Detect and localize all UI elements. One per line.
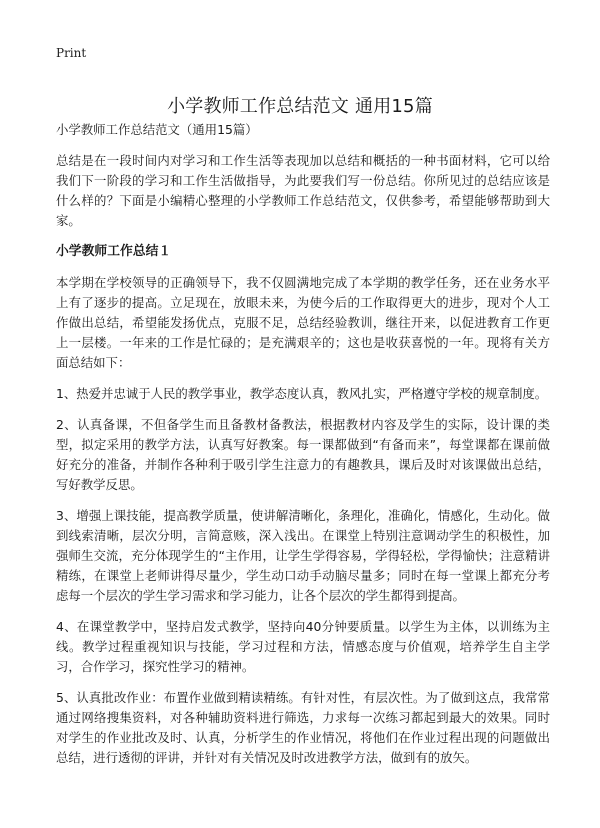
list-item: 5、认真批改作业：布置作业做到精读精练。有针对性，有层次性。为了做到这点，我常常通过网络搜集资料，对各种辅助资料进行筛选，力求每一次练习都起到最大的效果。同时对学生的作业批改及时、认真，分析学生的作业情况，将他们在作业过程出现的问题做出总结，进行透彻的评讲，并针对有关情况及时改进教学方法，做到有的放矢。 bbox=[56, 690, 550, 765]
print-link[interactable]: Print bbox=[56, 46, 87, 60]
list-item: 3、增强上课技能，提高教学质量，使讲解清晰化，条理化，准确化，情感化，生动化。做到线索清晰，层次分明，言简意赅，深入浅出。在课堂上特别注意调动学生的积极性，加强师生交流，充分体现学生的“主作用，让学生学得容易，学得轻松，学得愉快；注意精讲精练，在课堂上老师讲得尽量少，学生动口动手动脑尽量多；同时在每一堂课上都充分考虑每一个层次的学生学习需求和学习能力，让各个层次的学生都得到提高。 bbox=[56, 508, 550, 603]
document-subtitle: 小学教师工作总结范文（通用15篇） bbox=[56, 122, 258, 137]
list-item: 1、热爱并忠诚于人民的教学事业，教学态度认真，教风扎实，严格遵守学校的规章制度。 bbox=[56, 386, 548, 401]
section-intro-paragraph: 本学期在学校领导的正确领导下，我不仅圆满地完成了本学期的教学任务，还在业务水平上有了逐步的提高。立足现在，放眼未来，为使今后的工作取得更大的进步，现对个人工作做出总结，希望能发扬优点，克服不足，总结经验教训，继往开来，以促进教育工作更上一层楼。一年来的工作是忙碌的；是充满艰辛的；这也是收获喜悦的一年。现将有关方面总结如下： bbox=[56, 275, 550, 370]
page-title: 小学教师工作总结范文 通用15篇 bbox=[167, 96, 433, 118]
intro-paragraph: 总结是在一段时间内对学习和工作生活等表现加以总结和概括的一种书面材料，它可以给我们下一阶段的学习和工作生活做指导，为此要我们写一份总结。你所见过的总结应该是什么样的？下面是小编精心整理的小学教师工作总结范文，仅供参考，希望能够帮助到大家。 bbox=[56, 153, 550, 228]
section-heading: 小学教师工作总结１ bbox=[56, 244, 172, 259]
list-item: 2、认真备课，不但备学生而且备教材备教法，根据教材内容及学生的实际，设计课的类型，拟定采用的教学方法，认真写好教案。每一课都做到“有备而来”，每堂课都在课前做好充分的准备，并制作各种利于吸引学生注意力的有趣教具，课后及时对该课做出总结，写好教学反思。 bbox=[56, 417, 550, 492]
document-body bbox=[56, 120, 550, 779]
list-item: 4、在课堂教学中，坚持启发式教学，坚持向40分钟要质量。以学生为主体，以训练为主线。教学过程重视知识与技能，学习过程和方法，情感态度与价值观，培养学生自主学习，合作学习，探究性学习的精神。 bbox=[56, 619, 550, 674]
